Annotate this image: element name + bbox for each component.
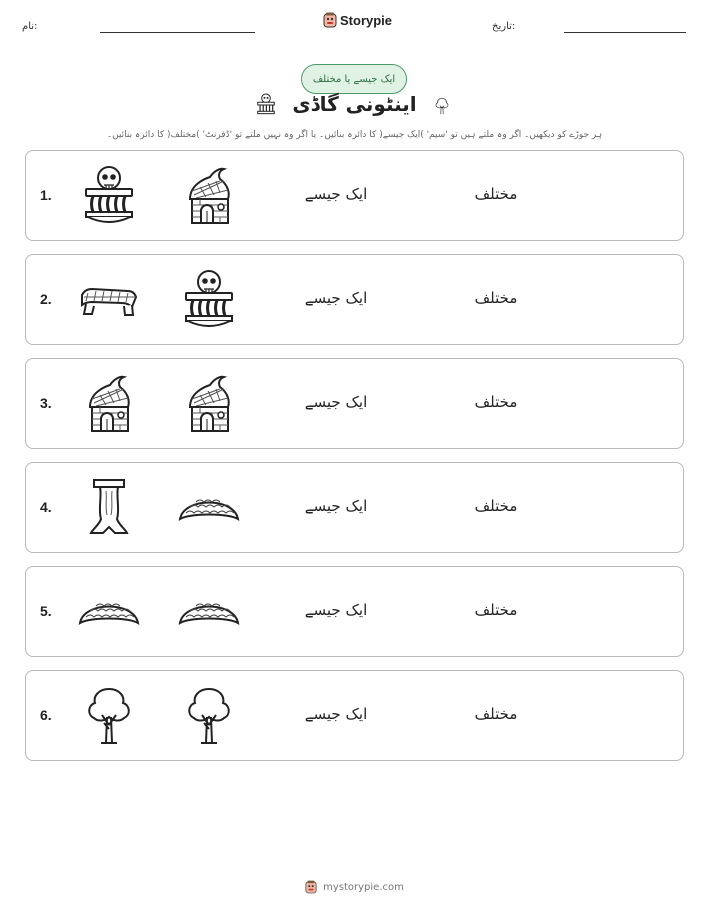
tree-icon <box>176 685 242 747</box>
scaled-dome-icon <box>76 581 142 643</box>
storypie-mascot-icon <box>305 880 317 894</box>
scaled-dome-icon <box>176 477 242 539</box>
different-option[interactable]: مختلف <box>474 185 518 203</box>
name-line[interactable] <box>100 32 255 33</box>
question-number: 1. <box>40 187 52 203</box>
question-number: 3. <box>40 395 52 411</box>
fairy-house-icon <box>176 165 242 227</box>
same-option[interactable]: ایک جیسے <box>304 601 368 619</box>
different-option[interactable]: مختلف <box>474 705 518 723</box>
topic-badge: ایک جیسے یا مختلف <box>301 64 407 94</box>
question-row-4 <box>25 462 684 553</box>
question-number: 6. <box>40 707 52 723</box>
skull-balcony-icon <box>176 269 242 331</box>
same-option[interactable]: ایک جیسے <box>304 705 368 723</box>
instructions: ہر جوڑے کو دیکھیں۔ اگر وہ ملتے ہیں تو 'سیم' )ایک جیسے( کا دائرہ بنائیں۔ یا اگر وہ نہیں ملتے تو 'ڈفرنٹ' )مختلف( کا دائرہ بنائیں۔ <box>106 130 603 140</box>
question-row-3 <box>25 358 684 449</box>
storypie-mascot-icon <box>323 12 337 28</box>
same-option[interactable]: ایک جیسے <box>304 185 368 203</box>
tree-icon <box>76 685 142 747</box>
date-label: تاریخ: <box>492 21 516 32</box>
title-block <box>0 90 709 126</box>
tree-column-icon <box>76 477 142 539</box>
question-row-6 <box>25 670 684 761</box>
same-option[interactable]: ایک جیسے <box>304 289 368 307</box>
question-row-5 <box>25 566 684 657</box>
footer <box>0 880 709 894</box>
question-number: 2. <box>40 291 52 307</box>
question-number: 4. <box>40 499 52 515</box>
fairy-house-icon <box>76 373 142 435</box>
footer-url[interactable]: mystorypie.com <box>323 881 404 893</box>
skull-balcony-icon <box>76 165 142 227</box>
different-option[interactable]: مختلف <box>474 497 518 515</box>
same-option[interactable]: ایک جیسے <box>304 497 368 515</box>
mosaic-bench-icon <box>76 269 142 331</box>
date-line[interactable] <box>564 32 686 33</box>
name-label: نام: <box>22 21 38 32</box>
question-row-1 <box>25 150 684 241</box>
different-option[interactable]: مختلف <box>474 601 518 619</box>
fairy-house-icon <box>176 373 242 435</box>
storypie-logo <box>323 12 392 28</box>
tree-icon <box>432 92 452 120</box>
different-option[interactable]: مختلف <box>474 393 518 411</box>
question-number: 5. <box>40 603 52 619</box>
question-row-2 <box>25 254 684 345</box>
scaled-dome-icon <box>176 581 242 643</box>
page-title: اینٹونی گاڈی <box>292 92 417 116</box>
different-option[interactable]: مختلف <box>474 289 518 307</box>
brand-name: Storypie <box>340 12 393 28</box>
same-option[interactable]: ایک جیسے <box>304 393 368 411</box>
